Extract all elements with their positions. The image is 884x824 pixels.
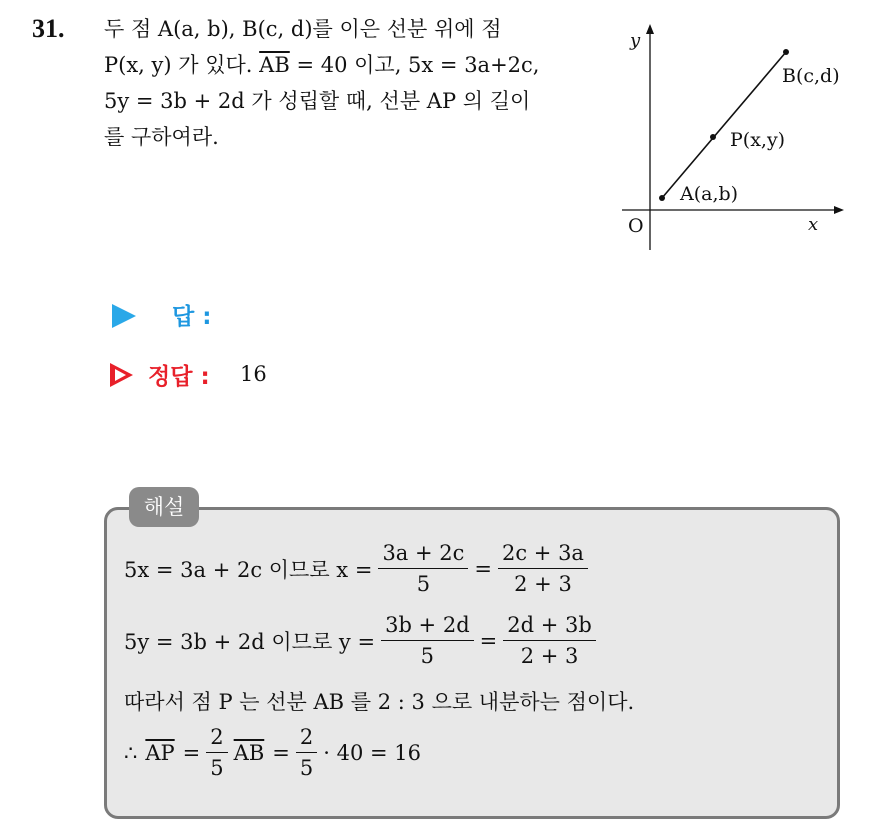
correct-answer-label: 정답 :	[148, 364, 210, 390]
segment-ap: $\overline{AP}$	[145, 740, 175, 765]
solution-line-2-lhs: 5y = 3b + 2d 이므로 y =	[124, 629, 376, 654]
fraction-denominator: 5	[420, 644, 435, 668]
point-b-label: B(c,d)	[782, 65, 840, 87]
point-p-dot	[710, 134, 716, 140]
therefore-sign: ∴	[124, 740, 138, 765]
correct-answer-arrow-icon	[110, 363, 133, 387]
solution-line-2-fraction-2	[503, 612, 596, 669]
segment-ab: $\overline{AB}$	[233, 740, 265, 765]
correct-answer-value: 16	[240, 362, 267, 386]
fraction-numerator: 2	[296, 724, 317, 753]
y-axis-arrow	[646, 24, 654, 34]
point-a-dot	[659, 195, 665, 201]
y-axis-label: y	[630, 30, 641, 51]
solution-line-4-fraction-1	[206, 724, 227, 781]
coordinate-figure	[612, 20, 852, 255]
point-p-label: P(x,y)	[730, 129, 786, 151]
equals-sign: =	[474, 556, 492, 581]
fraction-denominator: 5	[299, 756, 314, 780]
segment-line	[662, 52, 786, 198]
solution-line-4-fraction-2	[296, 724, 317, 781]
fraction-numerator: 3b + 2d	[381, 612, 474, 641]
answer-label: 답 :	[172, 304, 212, 330]
solution-line-1-fraction-1	[378, 540, 468, 597]
x-axis-label: x	[808, 214, 819, 235]
fraction-numerator: 2	[206, 724, 227, 753]
solution-line-2-fraction-1	[381, 612, 474, 669]
question-number: 31.	[32, 14, 65, 43]
origin-label: O	[628, 215, 644, 237]
fraction-denominator: 5	[416, 572, 431, 596]
question-line-1: 두 점 A(a, b), B(c, d)를 이은 선분 위에 점	[104, 17, 502, 41]
equals-sign: =	[272, 740, 290, 765]
solution-line-4-tail: · 40 = 16	[323, 740, 421, 765]
answer-arrow-icon	[112, 304, 136, 328]
solution-line-1-lhs: 5x = 3a + 2c 이므로 x =	[124, 557, 373, 582]
fraction-denominator: 2 + 3	[514, 572, 572, 596]
fraction-denominator: 2 + 3	[520, 644, 579, 668]
equals-sign: =	[182, 740, 201, 765]
solution-line-2	[124, 612, 602, 669]
question-line-2-part-a: P(x, y) 가 있다.	[104, 53, 253, 77]
fraction-denominator: 5	[210, 756, 224, 780]
equals-sign: =	[479, 628, 498, 653]
fraction-numerator: 3a + 2c	[378, 540, 468, 569]
point-b-dot	[783, 49, 789, 55]
fraction-numerator: 2c + 3a	[498, 540, 588, 569]
solution-line-1	[124, 540, 594, 597]
question-line-2	[104, 50, 539, 80]
question-line-4: 를 구하여라.	[104, 125, 219, 149]
question-line-2-part-b: = 40 이고, 5x = 3a+2c,	[296, 53, 540, 77]
solution-line-4	[124, 724, 421, 781]
question-line-3: 5y = 3b + 2d 가 성립할 때, 선분 AP 의 길이	[104, 89, 531, 113]
segment-ab: $\overline{AB}$	[259, 53, 290, 77]
fraction-numerator: 2d + 3b	[503, 612, 596, 641]
solution-line-1-fraction-2	[498, 540, 588, 597]
solution-tag: 해설	[129, 487, 199, 527]
x-axis-arrow	[834, 206, 844, 214]
solution-line-3: 따라서 점 P 는 선분 AB 를 2 : 3 으로 내분하는 점이다.	[124, 690, 635, 714]
point-a-label: A(a,b)	[680, 183, 739, 205]
